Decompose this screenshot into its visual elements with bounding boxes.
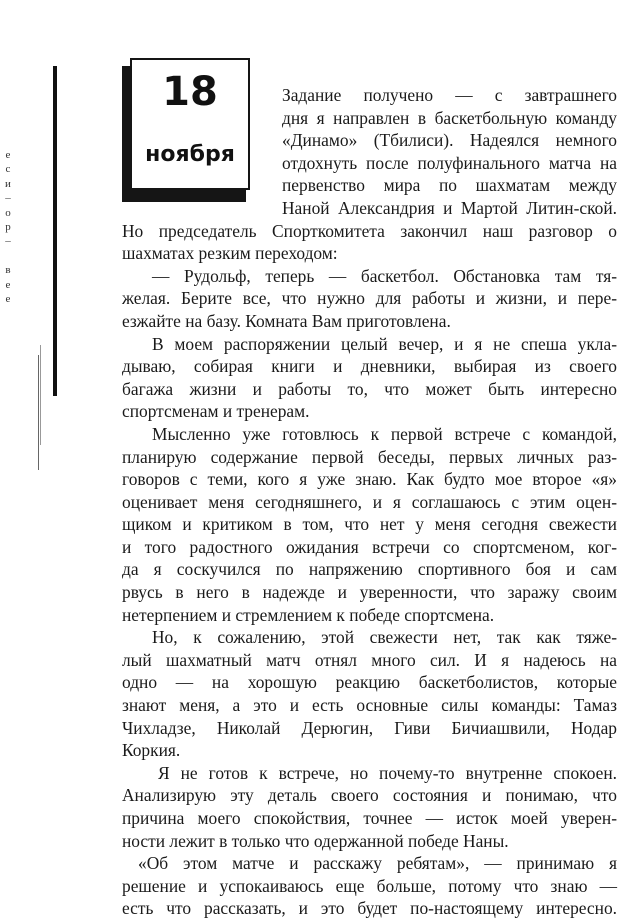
gutter-char: – bbox=[5, 235, 11, 248]
text-line: щиком и критиком в том, что нет у меня сегодня свежести bbox=[122, 514, 617, 535]
gutter-char: – bbox=[5, 192, 11, 205]
body-text bbox=[122, 84, 617, 920]
text-line: спортсменам и тренерам. bbox=[122, 401, 310, 422]
text-line: Наной Александрия и Мартой Литин-ской. bbox=[282, 197, 617, 218]
text-line: Анализирую эту деталь своего состояния и понимаю, что bbox=[122, 785, 617, 806]
gutter-char: е bbox=[5, 149, 11, 161]
text-line: Я не готов к встрече, но почему-то внутренне спокоен. bbox=[158, 762, 617, 783]
text-line: нетерпением и стремлением к победе спортсмена. bbox=[122, 604, 495, 625]
margin-rule bbox=[53, 66, 57, 396]
gutter-char: с bbox=[5, 163, 11, 176]
gutter-char: е bbox=[5, 278, 11, 291]
text-line: — Рудольф, теперь — баскетбол. Обстановка там тя- bbox=[152, 265, 617, 286]
margin-rule-faint bbox=[40, 345, 41, 445]
text-line: В моем распоряжении целый вечер, и я не спеша укла- bbox=[152, 333, 617, 354]
gutter-text bbox=[2, 148, 14, 306]
text-line: первенство мира по шахматам между bbox=[282, 175, 617, 196]
text-line: езжайте на базу. Комната Вам приготовлена. bbox=[122, 310, 451, 331]
text-line: Мысленно уже готовлюсь к первой встрече с командой, bbox=[152, 423, 617, 444]
text-line: решение и успокаиваюсь еще больше, потому что знаю — bbox=[122, 875, 617, 896]
text-line: шахматах резким переходом: bbox=[122, 243, 338, 264]
gutter-char: в bbox=[5, 264, 11, 277]
text-line: лый шахматный матч отнял много сил. И я надеюсь на bbox=[122, 649, 617, 670]
text-line: говоров с теми, кого я уже знаю. Как будто мое второе «я» bbox=[122, 469, 617, 490]
date-day: 18 bbox=[162, 69, 218, 115]
text-line: «Динамо» (Тбилиси). Надеялся немного bbox=[282, 130, 617, 151]
gutter-char: и bbox=[5, 177, 11, 190]
text-line: желая. Берите все, что нужно для работы и жизни, и пере- bbox=[122, 288, 617, 309]
text-line: дываю, собирая книги и дневники, выбирая из своего bbox=[122, 356, 617, 377]
text-line: Коркия. bbox=[122, 740, 181, 761]
text-line: Чихладзе, Николай Дерюгин, Гиви Бичиашвили, Нодар bbox=[122, 717, 617, 738]
text-line: одно — на хорошую реакцию баскетболистов, которые bbox=[122, 672, 617, 693]
text-line: ности лежит в только что одержанной победе Наны. bbox=[122, 830, 509, 851]
text-line: причина моего спокойствия, точнее — исток моей уверен- bbox=[122, 808, 617, 828]
date-month: ноября bbox=[145, 142, 235, 167]
text-line: оценивает меня сегодняшнего, и я соглашаюсь с этим оцен- bbox=[122, 491, 617, 512]
text-line: дня я направлен в баскетбольную команду bbox=[282, 107, 617, 128]
text-line: да я соскучился по напряжению спортивного боя и сам bbox=[122, 559, 617, 580]
text-line: рвусь в него в надежде и уверенности, что заражу своим bbox=[122, 582, 617, 603]
text-line: знают меня, а это и есть основные силы команды: Тамаз bbox=[122, 695, 617, 716]
text-line: есть что рассказать, и это будет по-настоящему интересно. bbox=[122, 898, 617, 919]
text-line: отдохнуть после полуфинального матча на bbox=[282, 152, 617, 173]
gutter-char: р bbox=[5, 220, 11, 233]
gutter-char: е bbox=[5, 292, 11, 305]
text-line: планирую содержание первой беседы, первых личных раз- bbox=[122, 446, 617, 467]
text-line: багажа жизни и работы то, что может быть интересно bbox=[122, 378, 617, 399]
text-line: и того радостного ожидания встречи со спортсменом, ког- bbox=[122, 536, 617, 557]
text-line: «Об этом матче и расскажу ребятам», — принимаю я bbox=[138, 853, 617, 874]
gutter-char: о bbox=[5, 206, 11, 219]
text-line: Но председатель Спорткомитета закончил наш разговор о bbox=[122, 220, 617, 241]
text-line: Задание получено — с завтрашнего bbox=[282, 85, 617, 105]
gutter-char bbox=[2, 249, 14, 263]
margin-rule-thin bbox=[38, 355, 39, 470]
text-line: Но, к сожалению, этой свежести нет, так как тяже- bbox=[152, 627, 617, 648]
